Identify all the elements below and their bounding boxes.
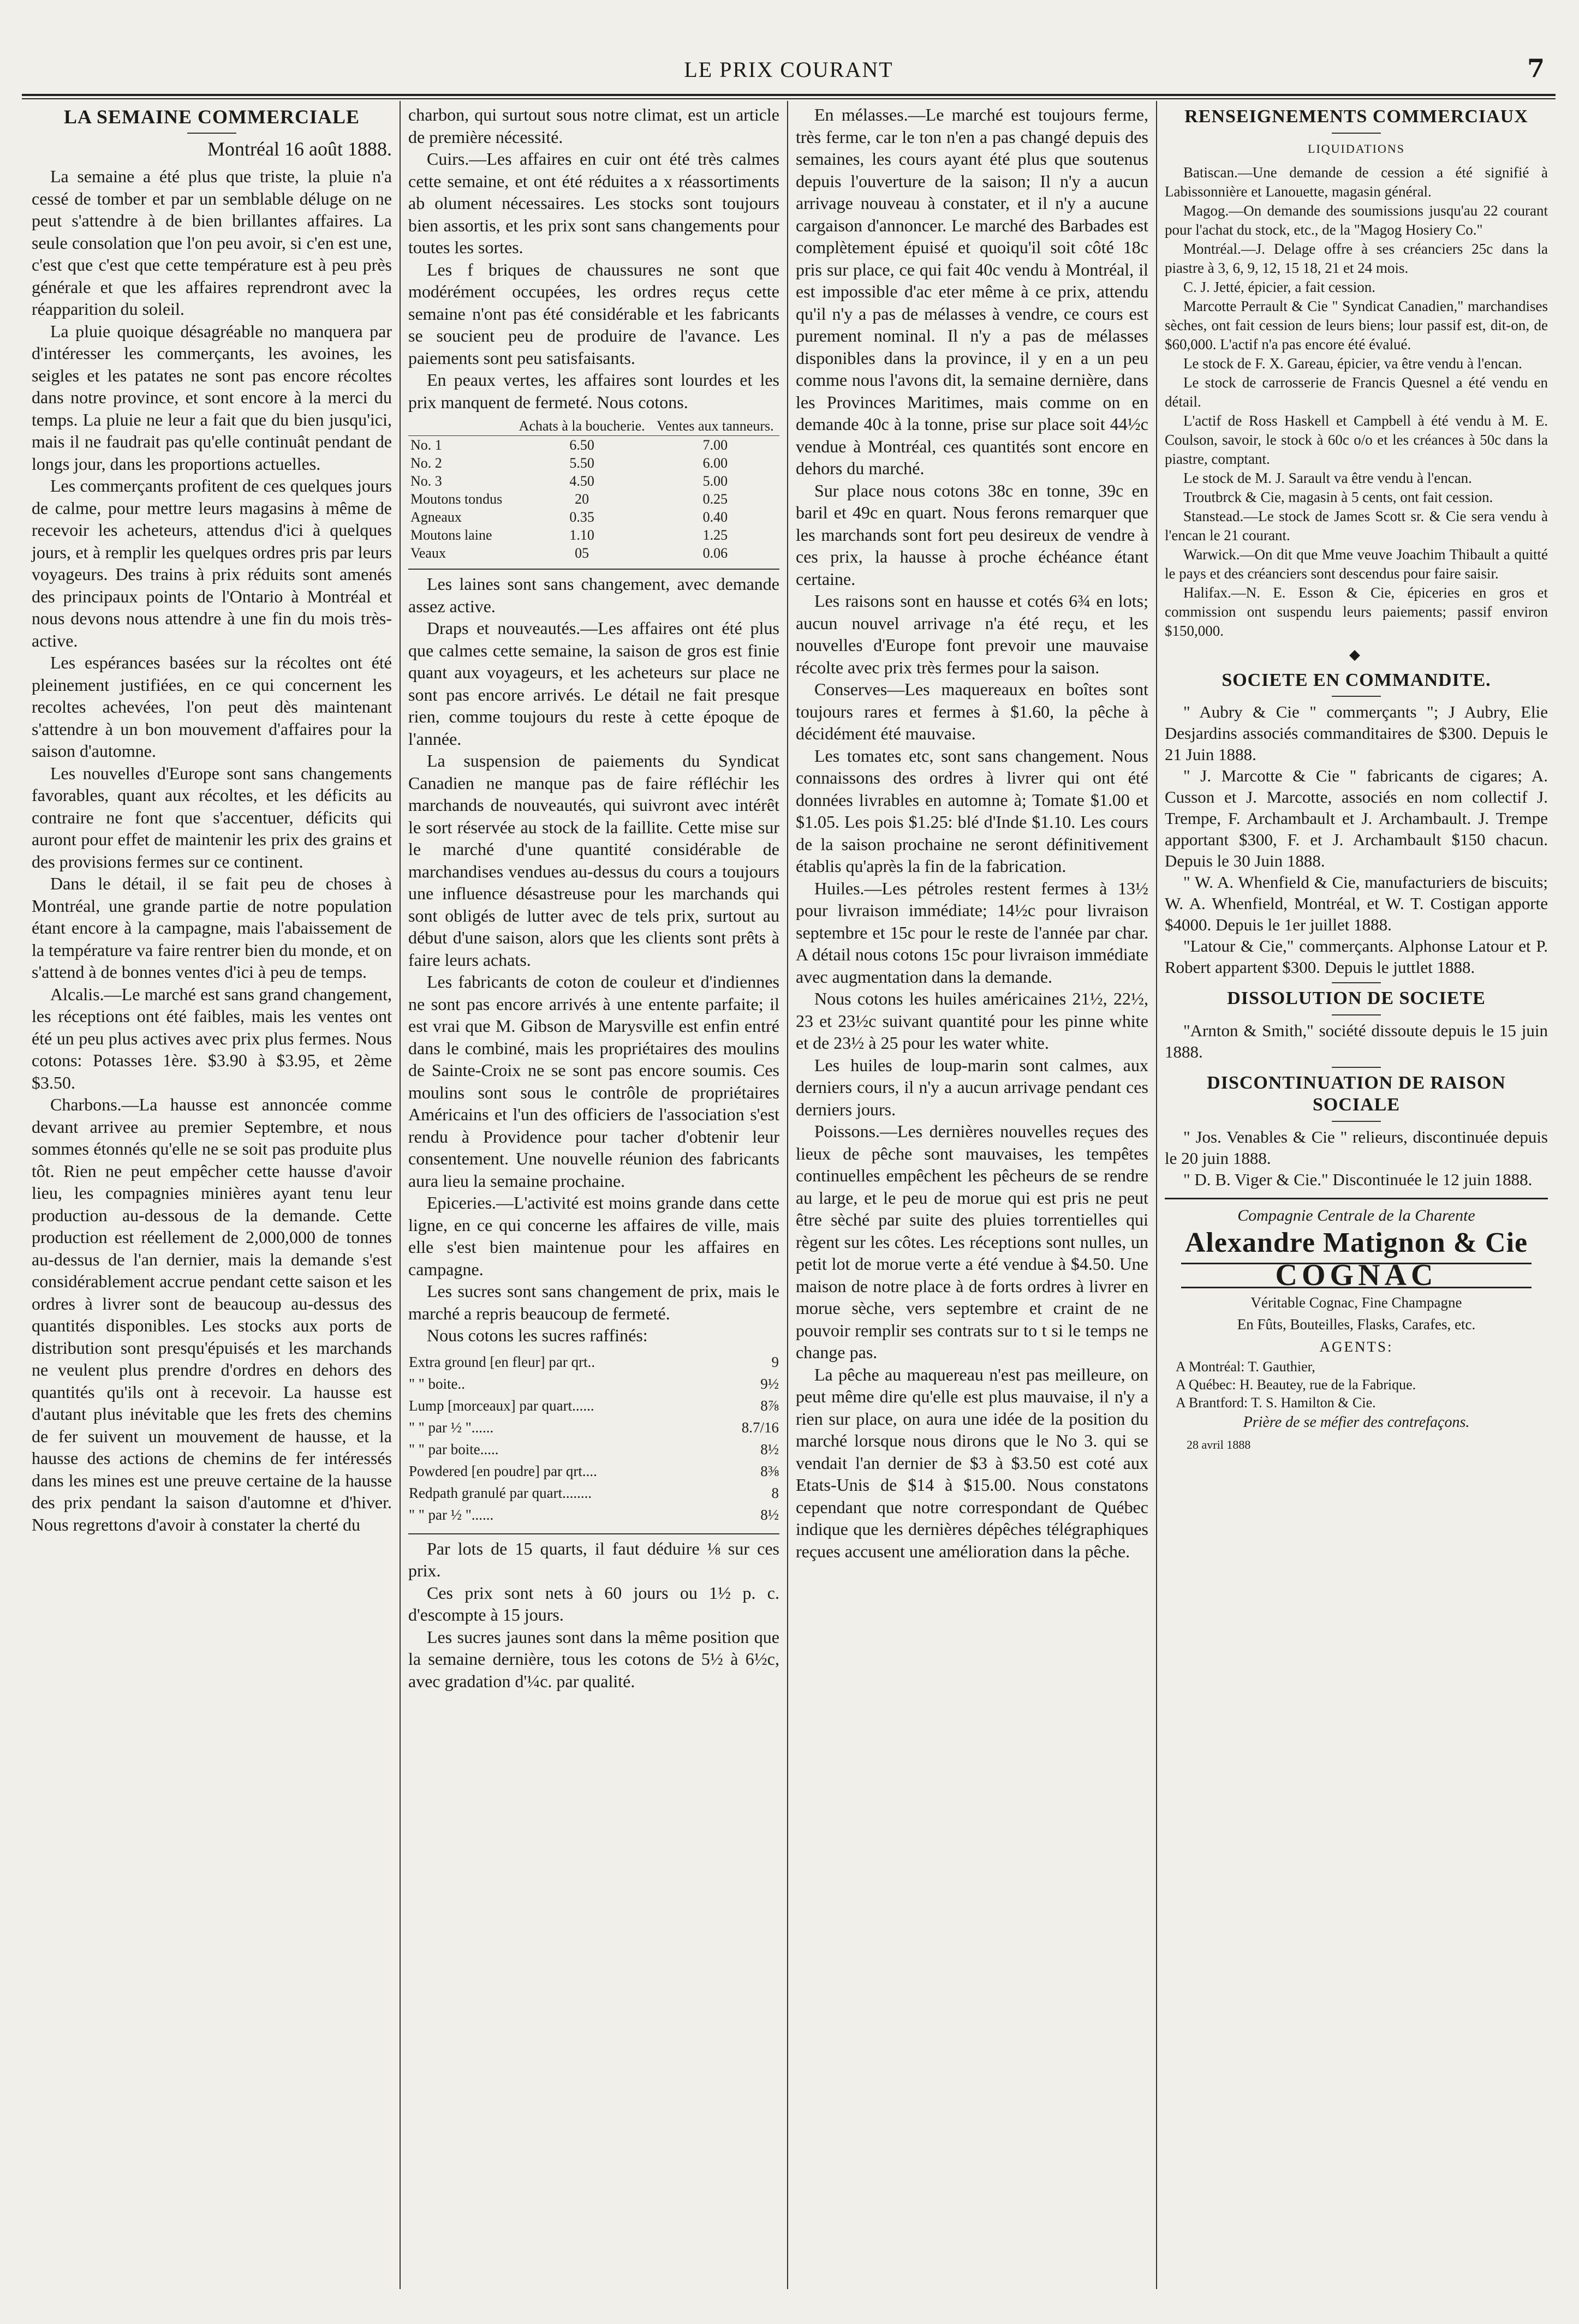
- table-row: [408, 1482, 779, 1504]
- table-header: Achats à la boucherie.: [513, 416, 651, 436]
- paragraph: Epiceries.—L'activité est moins grande dans cette ligne, en ce qui concerne les affaires de ville, mais elle s'est bien maintenue pour les affaires en campagne.: [408, 1193, 779, 1279]
- ad-date: 28 avril 1888: [1187, 1437, 1251, 1451]
- ad-brand: COGNAC: [1181, 1263, 1532, 1288]
- ad-agent: A Québec: H. Beautey, rue de la Fabrique.: [1176, 1377, 1416, 1393]
- ad-agents-label: AGENTS:: [1319, 1338, 1393, 1355]
- table-cell: " " boite..: [409, 1375, 466, 1392]
- table-cell: 5.00: [702, 473, 728, 489]
- paragraph: Les sucres sont sans changement de prix, mais le marché a repris beaucoup de fermeté.: [408, 1281, 779, 1323]
- liquidations-list: [1165, 163, 1548, 641]
- table-cell: " " par boite.....: [409, 1441, 499, 1457]
- table-row: [408, 526, 779, 544]
- table-row: [408, 472, 779, 490]
- table-header: [408, 416, 513, 436]
- subheading: LIQUIDATIONS: [1308, 141, 1405, 156]
- divider: [187, 133, 236, 134]
- table-cell: 8.7/16: [741, 1419, 779, 1436]
- paragraph: Les f briques de chaussures ne sont que modérément occupées, les ordres reçus cette semaine n'ont pas été considérable et les fabricants se soucient peu de produire de l'avance. Les paiements sont peu satisfaisants.: [408, 259, 779, 368]
- table-cell: No. 2: [410, 455, 442, 471]
- list-item: Stanstead.—Le stock de James Scott sr. & Cie sera vendu à l'encan le 21 courant.: [1165, 508, 1548, 543]
- paragraph: Cuirs.—Les affaires en cuir ont été très calmes cette semaine, et ont été réduites a x réassortiments ab olument nécessaires. Les stocks sont toujours bien assortis, et les prix sont sans changements pour toutes les sortes.: [408, 149, 779, 257]
- table-row: [408, 1351, 779, 1373]
- masthead-rule: [22, 94, 1556, 96]
- divider: [1332, 1014, 1381, 1015]
- table-cell: 8½: [760, 1506, 779, 1523]
- table-cell: Powdered [en poudre] par qrt....: [409, 1462, 597, 1479]
- table-row: [408, 436, 779, 455]
- ad-agent: A Montréal: T. Gauthier,: [1176, 1359, 1315, 1375]
- list-item: Batiscan.—Une demande de cession a été signifié à Labissonnière et Lanouette, magasin général.: [1165, 164, 1548, 200]
- newspaper-title: LE PRIX COURANT: [684, 57, 893, 82]
- sugar-price-table: [408, 1351, 779, 1526]
- table-cell: Moutons laine: [410, 527, 492, 543]
- table-cell: " " par ½ "......: [409, 1419, 494, 1436]
- section-heading: LA SEMAINE COMMERCIALE: [63, 106, 360, 128]
- page-number: 7: [1527, 53, 1545, 83]
- paragraph: La pluie quoique désagréable no manquera par d'intéresser les commerçants, les avoines, les seigles et les patates ne sont pas encore récoltes dans notre province, et sont encore à la merci du temps. La pluie ne leur a fait que du bien jusqu'ici, mais il ne faudrait pas qu'elle continuât pendant de longs jour, dans les proportions actuelles.: [32, 321, 392, 474]
- paragraph: Les huiles de loup-marin sont calmes, aux derniers cours, il n'y a aucun arrivage pendant ces derniers jours.: [796, 1055, 1148, 1119]
- ad-agent: A Brantford: T. S. Hamilton & Cie.: [1176, 1395, 1376, 1411]
- list-item: " D. B. Viger & Cie." Discontinuée le 12 juin 1888.: [1183, 1169, 1533, 1189]
- paragraph: Sur place nous cotons 38c en tonne, 39c en baril et 49c en quart. Nous ferons remarquer que les marchands sont fort peu desireux de vendre à ces prix, la hausse à proche échéance étant certaine.: [796, 480, 1148, 589]
- table-cell: 1.25: [702, 527, 728, 543]
- hides-price-table: [408, 416, 779, 562]
- list-item: Le stock de M. J. Sarault va être vendu à l'encan.: [1183, 470, 1472, 486]
- table-row: [408, 1373, 779, 1395]
- table-cell: 0.06: [702, 545, 728, 561]
- divider: [1165, 1198, 1548, 1199]
- table-cell: Redpath granulé par quart........: [409, 1484, 592, 1501]
- column-melasses-poissons: [788, 104, 1156, 2286]
- table-row: [408, 1460, 779, 1482]
- table-cell: 5.50: [569, 455, 594, 471]
- divider: [1332, 1067, 1381, 1068]
- table-cell: 0.25: [702, 491, 728, 507]
- table-row: [408, 508, 779, 526]
- table-header: Ventes aux tanneurs.: [651, 416, 779, 436]
- dateline: Montréal 16 août 1888.: [207, 138, 392, 160]
- list-item: "Arnton & Smith," société dissoute depuis le 15 juin 1888.: [1165, 1020, 1548, 1061]
- divider: [408, 1530, 779, 1534]
- paragraph: Dans le détail, il se fait peu de choses à Montréal, une grande partie de notre population étant encore à la campagne, mais l'abaissement de la température va faire rentrer bien du monde, et on s'attend à de bonnes ventes d'ici à peu de temps.: [32, 874, 392, 982]
- table-cell: 8⅜: [760, 1462, 779, 1479]
- table-cell: 1.10: [569, 527, 594, 543]
- ornament: ◆: [1349, 647, 1363, 662]
- column-semaine-commerciale: [24, 104, 400, 2286]
- ad-line: Véritable Cognac, Fine Champagne: [1250, 1294, 1462, 1311]
- list-item: Warwick.—On dit que Mme veuve Joachim Thibault a quitté le pays et des créanciers sont descendus pour faire saisir.: [1165, 546, 1548, 582]
- paragraph: La semaine a été plus que triste, la pluie n'a cessé de tomber et par un semblable déluge on ne peut s'attendre à de bien brillantes affaires. La seule consolation que l'on peu avoir, si c'en est une, c'est que c'est que cette température est à peu près générale et que les affaires reprendront avec la réapparition du soleil.: [32, 166, 392, 319]
- paragraph: Par lots de 15 quarts, il faut déduire ⅛ sur ces prix.: [408, 1538, 779, 1580]
- table-cell: 6.50: [569, 437, 594, 453]
- divider: [1332, 696, 1381, 697]
- table-cell: 8⅞: [760, 1397, 779, 1414]
- table-cell: 9½: [760, 1375, 779, 1392]
- article-body: [32, 165, 392, 1536]
- masthead-rule-thin: [22, 98, 1556, 99]
- paragraph: Les commerçants profitent de ces quelques jours de calme, pour mettre leurs magasins à même de recevoir les acheteurs, attendus d'ici à quelques jours, et à remplir les quelques ordres pris par leurs voyageurs. Des trains à prix réduits sont amenés des principaux points de l'Ontario à Montréal et nous devons nous attendre à une fin du mois très-active.: [32, 476, 392, 650]
- paragraph: Draps et nouveautés.—Les affaires ont été plus que calmes cette semaine, la saison de gros est finie quant aux voyageurs, et les acheteurs sur place ne sont pas encore arrivés. Le détail ne fait presque rien, comme toujours du reste à cette époque de l'année.: [408, 618, 779, 749]
- table-row: [408, 490, 779, 508]
- table-cell: 7.00: [702, 437, 728, 453]
- ad-company: Compagnie Centrale de la Charente: [1237, 1206, 1475, 1224]
- paragraph: Alcalis.—Le marché est sans grand changement, les réceptions ont été faibles, mais les ventes ont été un peu plus actives avec prix plus fermes. Nous cotons: Potasses 1ère. $3.90 à $3.95, et 2ème $3.50.: [32, 984, 392, 1092]
- table-cell: Extra ground [en fleur] par qrt..: [409, 1353, 595, 1370]
- table-cell: 8: [771, 1484, 779, 1501]
- paragraph: charbon, qui surtout sous notre climat, est un article de première nécessité.: [408, 105, 779, 147]
- table-cell: 9: [771, 1353, 779, 1370]
- table-cell: No. 1: [410, 437, 442, 453]
- table-cell: 4.50: [569, 473, 594, 489]
- table-cell: 8½: [760, 1441, 779, 1457]
- paragraph: Les espérances basées sur la récoltes ont été pleinement justifiées, en ce qui concernent les recoltes achevées, l'on peut dès maintenant s'attendre à un bon mouvement d'affaires pour la saison d'automne.: [32, 653, 392, 761]
- paragraph: Les laines sont sans changement, avec demande assez active.: [408, 574, 779, 616]
- paragraph: Conserves—Les maquereaux en boîtes sont toujours rares et fermes à $1.60, la pêche à décidément été mauvaise.: [796, 679, 1148, 743]
- table-cell: Veaux: [410, 545, 446, 561]
- list-item: " J. Marcotte & Cie " fabricants de cigares; A. Cusson et J. Marcotte, associés en nom collectif J. Trempe, F. Archambault et J. Archambault. J. Trempe apportant $300, F. et J. Archambault $150 chacun. Depuis le 30 Juin 1888.: [1165, 766, 1548, 870]
- divider: [1332, 982, 1381, 983]
- paragraph: La pêche au maquereau n'est pas meilleure, on peut même dire qu'elle est plus mauvaise, il n'y a rien sur place, on aura une idée de la position du marché lorsque nous dirons que le No 3. qui se vendait l'an dernier de $3 à $3.50 est coté aux Etats-Unis de $14 à $15.00. Nous constatons cependant que notre correspondant de Québec indique que les dernières dépêches télégraphiques reçues accusent une amélioration dans la pêche.: [796, 1364, 1148, 1561]
- table-row: [408, 1504, 779, 1526]
- table-cell: No. 3: [410, 473, 442, 489]
- divider: [1332, 1121, 1381, 1122]
- list-item: " W. A. Whenfield & Cie, manufacturiers de biscuits; W. A. Whenfield, Montréal, et W. T. Costigan apporte $4000. Depuis le 1er juillet 1888.: [1165, 873, 1548, 934]
- list-item: " Aubry & Cie " commerçants "; J Aubry, Elie Desjardins associés commanditaires de $300. Depuis le 21 Juin 1888.: [1165, 702, 1548, 764]
- table-cell: 20: [575, 491, 589, 507]
- table-cell: 0.40: [702, 509, 728, 525]
- list-item: Troutbrck & Cie, magasin à 5 cents, ont fait cession.: [1183, 489, 1493, 505]
- list-item: Halifax.—N. E. Esson & Cie, épiceries en gros et commission ont suspendu leurs paiements; passif environ $150,000.: [1165, 584, 1548, 639]
- table-cell: 6.00: [702, 455, 728, 471]
- paragraph: En peaux vertes, les affaires sont lourdes et les prix manquent de fermeté. Nous cotons.: [408, 370, 779, 412]
- section-heading: SOCIETE EN COMMANDITE.: [1222, 670, 1491, 690]
- table-cell: " " par ½ "......: [409, 1506, 494, 1523]
- table-row: [408, 454, 779, 472]
- list-item: C. J. Jetté, épicier, a fait cession.: [1183, 279, 1376, 295]
- list-item: Le stock de F. X. Gareau, épicier, va être vendu à l'encan.: [1183, 355, 1522, 372]
- list-item: Montréal.—J. Delage offre à ses créanciers 25c dans la piastre à 3, 6, 9, 12, 15 18, 21 et 24 mois.: [1165, 241, 1548, 276]
- paragraph: Poissons.—Les dernières nouvelles reçues des lieux de pêche sont mauvaises, les tempêtes continuelles empêchent les pêcheurs de se rendre au large, et le peu de morue qui est pris ne peut être sèché par suite des pluies torrentielles qui règent sur les côtes. Les réceptions sont nulles, un petit lot de morue verte a été vendue à $4.50. Une maison de notre place à de forts ordres à livrer en morue sèche, vers septembre et craint de ne pouvoir remplir ses contrats sur to t si le temps ne change pas.: [796, 1121, 1148, 1362]
- paragraph: Nous cotons les sucres raffinés:: [427, 1325, 648, 1345]
- ad-line: En Fûts, Bouteilles, Flasks, Carafes, etc.: [1237, 1316, 1476, 1333]
- column-markets-cuirs: [401, 104, 787, 2286]
- ad-warning: Prière de se méfier des contrefaçons.: [1243, 1414, 1470, 1431]
- list-item: "Latour & Cie," commerçants. Alphonse Latour et P. Robert appartent $300. Depuis le juttlet 1888.: [1165, 936, 1548, 977]
- paragraph: Les tomates etc, sont sans changement. Nous connaissons des ordres à livrer qui ont été données livrables en automne à; Tomate $1.00 et $1.05. Les pois $1.25: blé d'Inde $1.10. Les cours de la saison prochaine ne seront définitivement établis qu'après la fin de la fabrication.: [796, 745, 1148, 876]
- table-row: [408, 1417, 779, 1438]
- column-renseignements: [1157, 104, 1556, 2286]
- paragraph: Les fabricants de coton de couleur et d'indiennes ne sont pas encore arrivés à une entente parfaite; il est vrai que M. Gibson de Marysville est enfin entré dans le combiné, mais les propriétaires des moulins de Sainte-Croix ne se sont pas encore soumis. Ces moulins sont sous le contrôle de propriétaires Américains et l'un des officiers de l'association s'est rendu à Providence pour tacher d'obtenir leur consentement. Une nouvelle réunion des fabricants aura lieu la semaine prochaine.: [408, 972, 779, 1191]
- ad-firm-name: Alexandre Matignon & Cie: [1184, 1227, 1528, 1258]
- list-item: L'actif de Ross Haskell et Campbell à été vendu à M. E. Coulson, savoir, le stock à 60c o/o et les créances à 50c dans la piastre, comptant.: [1165, 413, 1548, 467]
- table-cell: 0.35: [569, 509, 594, 525]
- list-item: Marcotte Perrault & Cie " Syndicat Canadien," marchandises sèches, ont fait cession de leurs biens; lour passif est, dit-on, de $60,000. L'actif n'a pas encore été évalué.: [1165, 298, 1548, 353]
- table-cell: Lump [morceaux] par quart......: [409, 1397, 594, 1414]
- paragraph: Charbons.—La hausse est annoncée comme devant arrivee au premier Septembre, et nous sommes étonnés qu'elle ne se soit pas produite plus tôt. Rien ne peut empêcher cette hausse d'avoir lieu, les compagnies minières ayant tenu leur production au-dessous de la demande. Cette production est réellement de 2,000,000 de tonnes au-dessus de l'an dernier, mais la demande s'est considérablement accrue pendant cette saison et les ordres à livrer sont de beaucoup au-dessus des quantités disponibles. Les stocks aux ports de distribution sont presqu'épuisés et les marchands ne veulent plus prendre d'ordres en dehors des quantités qu'ils ont à recevoir. La hausse est d'autant plus inévitable que les frets des chemins de fer suivent un mouvement de hausse, et la hausse des actions de chemins de fer intéressés dans les mines est une preuve certaine de la hausse des prix pendant la saison d'automne et d'hiver. Nous regrettons d'avoir à constater la cherté du: [32, 1095, 392, 1534]
- table-cell: Moutons tondus: [410, 491, 503, 507]
- section-heading: DISCONTINUATION DE RAISON SOCIALE: [1207, 1072, 1506, 1115]
- section-heading: RENSEIGNEMENTS COMMERCIAUX: [1184, 106, 1528, 127]
- masthead: [22, 49, 1556, 93]
- list-item: Le stock de carrosserie de Francis Quesnel a été vendu en détail.: [1165, 374, 1548, 410]
- paragraph: En mélasses.—Le marché est toujours ferme, très ferme, car le ton n'en a pas changé depuis des semaines, les cours ayant été plus que soutenus depuis l'ouverture de la saison; Il n'y a aucun arrivage nouveau à constater, et il n'y a aucune cargaison d'annoncer. Le marché des Barbades est complètement épuisé et quoiqu'il soit côté 18c pris sur place, ce qui fait 40c vendu à Montréal, il est impossible d'ac eter même à ce prix, attendu qu'il n'y a pas de mélasses à vendre, ce cours est purement nominal. Il n'y a pas de mélasses disponibles dans la province, il y en a un peu comme nous l'avons dit, la semaine dernière, dans les Provinces Maritimes, mais comme on en demande 40c à la tonne, prise sur place soit 44½c vendue à Montréal, ces quantités sont encore en dehors du marché.: [796, 105, 1148, 478]
- divider: [1332, 133, 1381, 134]
- table-row: [408, 544, 779, 562]
- paragraph: Ces prix sont nets à 60 jours ou 1½ p. c. d'escompte à 15 jours.: [408, 1582, 779, 1624]
- paragraph: Les nouvelles d'Europe sont sans changements favorables, quant aux récoltes, et les déficits au contraire ne font que s'accentuer, déficits qui auront pour effet de maintenir les prix des grains et des provisions fermes sur ce continent.: [32, 763, 392, 871]
- list-item: Magog.—On demande des soumissions jusqu'au 22 courant pour l'achat du stock, etc., de la "Magog Hosiery Co.": [1165, 202, 1548, 238]
- table-cell: Agneaux: [410, 509, 462, 525]
- table-cell: 05: [575, 545, 589, 561]
- table-row: [408, 1395, 779, 1417]
- cognac-advertisement: [1165, 1205, 1548, 1456]
- divider: [408, 565, 779, 570]
- paragraph: Les sucres jaunes sont dans la même position que la semaine dernière, tous les cotons de 5½ à 6½c, avec gradation d'¼c. par qualité.: [408, 1627, 779, 1691]
- list-item: " Jos. Venables & Cie " relieurs, discontinuée depuis le 20 juin 1888.: [1165, 1127, 1548, 1168]
- paragraph: La suspension de paiements du Syndicat Canadien ne manque pas de faire réfléchir les marchands de nouveautés, qui suivront avec intérêt le sort réservée au stock de la faillite. Cette mise sur le marché d'une quantité considérable de marchandises vendues au-dessus du cours a toujours une influence désastreuse pour les marchands qui sont obligés de lutter avec de tels prix, surtout au début d'une saison, alors que les clients sont prêts à faire leurs achats.: [408, 751, 779, 970]
- paragraph: Nous cotons les huiles américaines 21½, 22½, 23 et 23½c suivant quantité pour les pinne white et de 23½ à 25 pour les water white.: [796, 989, 1148, 1053]
- table-row: [408, 1438, 779, 1460]
- section-heading: DISSOLUTION DE SOCIETE: [1227, 988, 1486, 1008]
- paragraph: Les raisons sont en hausse et cotés 6¾ en lots; aucun nouvel arrivage n'a été reçu, et les nouvelles d'Europe font prevoir une mauvaise récolte avec prix très fermes pour la saison.: [796, 591, 1148, 677]
- paragraph: Huiles.—Les pétroles restent fermes à 13½ pour livraison immédiate; 14½c pour livraison septembre et 15c pour le reste de l'année par char. A détail nous cotons 15c pour livraison immédiate avec augmentation dans la demande.: [796, 878, 1148, 987]
